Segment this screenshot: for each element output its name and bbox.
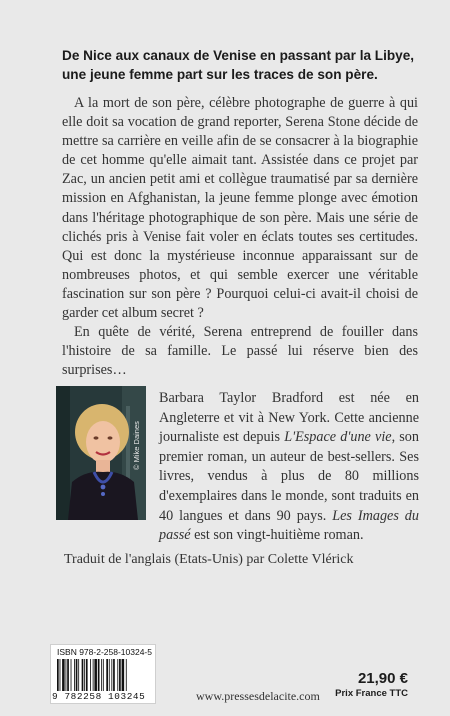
ean-digits: 9 782258 103245: [52, 691, 146, 702]
barcode-bar: [57, 659, 59, 691]
barcode-bar: [66, 659, 67, 691]
photo-credit: © Mike Daines: [132, 421, 141, 470]
barcode-bar: [117, 659, 118, 691]
barcode-bar: [103, 659, 104, 691]
price-block: [335, 670, 408, 700]
barcode-bar: [93, 659, 94, 691]
price-value: 21,90 €: [357, 670, 408, 687]
bio-book-title-1: L'Espace d'une vie: [284, 429, 392, 446]
barcode-bar: [84, 659, 85, 691]
barcode-bar: [109, 659, 110, 691]
bio-text-2: , son premier roman, un auteur de best-sellers. Ses livres, vendus à plus de 80 millions d'exemplaires dans le monde, sont traduits en 40 langues et dans 90 pays.: [159, 429, 419, 524]
summary-paragraph-2: En quête de vérité, Serena entreprend de fouiller dans l'histoire de sa famille. Le passé lui réserve bien des surprises…: [62, 324, 418, 379]
barcode-bar: [101, 659, 102, 691]
barcode-bar: [67, 659, 69, 691]
barcode-bar: [74, 659, 75, 691]
teaser-line-1: De Nice aux canaux de Venise en passant par la Libye,: [62, 48, 415, 63]
teaser-line-2: une jeune femme part sur les traces de son père.: [62, 67, 378, 82]
barcode-bar: [119, 659, 121, 691]
price-label: Prix France TTC: [335, 688, 408, 699]
summary-paragraph-1: A la mort de son père, célèbre photographe de guerre à qui elle doit sa vocation de grand reporter, Serena Stone décide de mettre sa carrière en veille afin de se consacrer à la biographie de cet homme qu'elle aimait tant. Assistée dans ce projet par Zac, un ancien petit ami et collègue traumatisé par sa dernière mission en Afghanistan, la jeune femme plonge avec émotion dans l'héritage photographique de son père. Mais une série de clichés pris à Venise fait voler en éclats toutes ses certitudes. Qui est donc la mystérieuse inconnue apparaissant sur de nombreuses photos, et qui semble exercer une véritable fascination sur son père ? Pourquoi celui-ci avait-il choisi de garder cet album secret ?: [62, 95, 418, 322]
barcode-bar: [126, 659, 127, 691]
barcode-bar: [71, 659, 72, 691]
barcode-bar: [78, 659, 79, 691]
barcode-bar: [76, 659, 78, 691]
barcode-bar: [94, 659, 97, 691]
barcode-bar: [86, 659, 88, 691]
bio-text-1: Barbara Taylor Bradford est née en Angleterre et vit à New York. Cette ancienne journaliste est depuis: [159, 390, 419, 446]
bio-book-title-2: Les Images du passé: [159, 507, 419, 544]
book-summary: [62, 94, 418, 380]
barcode-bar: [113, 659, 115, 691]
barcode-bar: [98, 659, 100, 691]
barcode-bar: [106, 659, 108, 691]
barcode-label: [50, 644, 156, 704]
barcode-bar: [90, 659, 91, 691]
barcode-bar: [60, 659, 61, 691]
barcode-bars-icon: [57, 659, 149, 691]
teaser-headline: [62, 46, 418, 84]
isbn-text: ISBN 978-2-258-10324-5: [57, 647, 152, 657]
barcode-bar: [111, 659, 112, 691]
author-bio: [159, 389, 419, 546]
barcode-bar: [82, 659, 84, 691]
publisher-website: www.pressesdelacite.com: [196, 689, 320, 703]
barcode-bar: [122, 659, 125, 691]
translator-credit: Traduit de l'anglais (Etats-Unis) par Colette Vlérick: [64, 552, 354, 567]
barcode-bar: [62, 659, 65, 691]
bio-text-3: est son vingt-huitième roman.: [190, 527, 364, 544]
